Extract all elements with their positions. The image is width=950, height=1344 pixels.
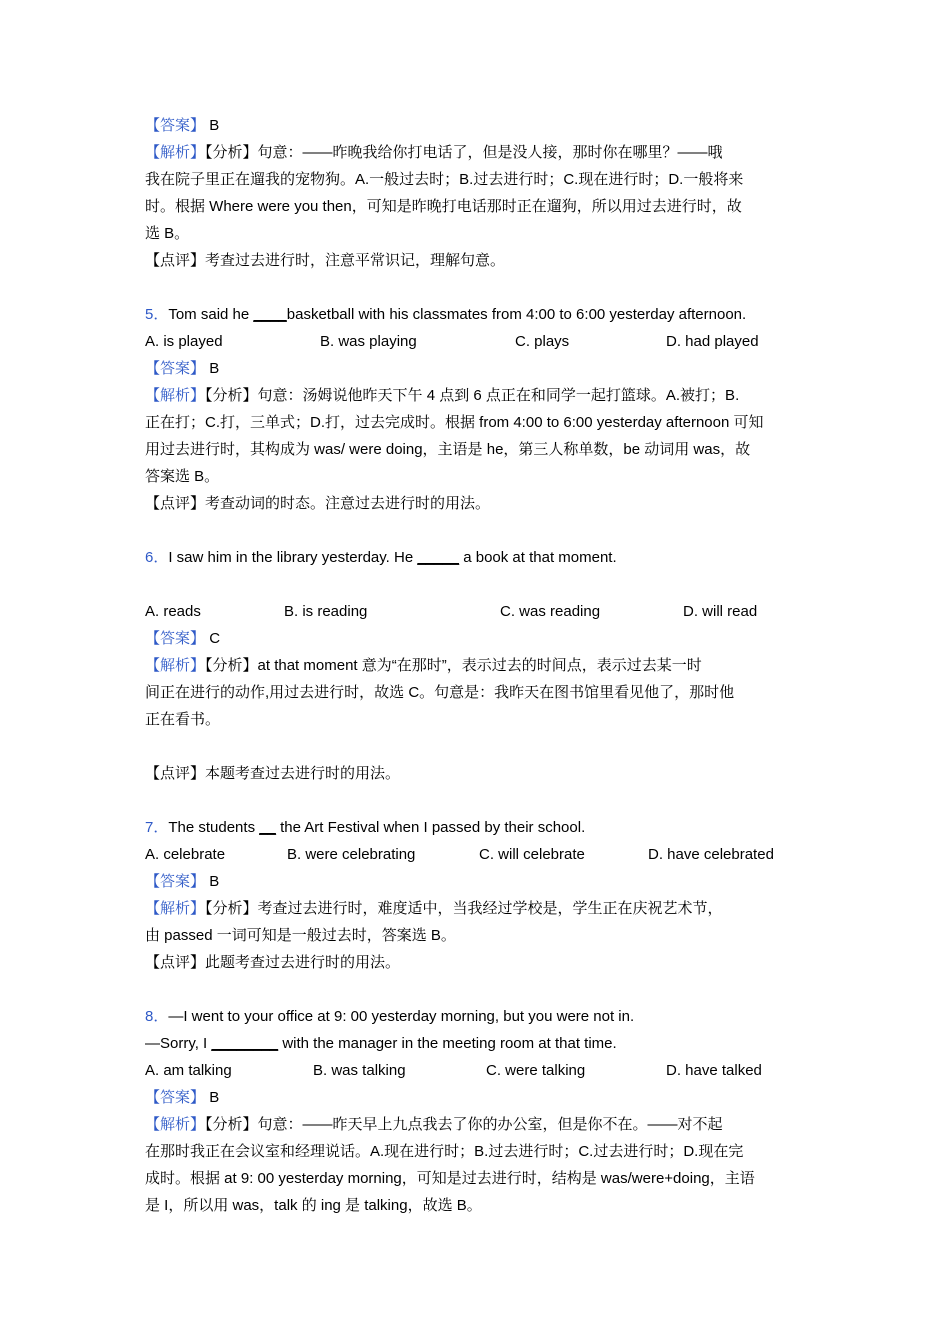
analysis-block	[145, 139, 810, 247]
stem-text: Tom said he	[168, 306, 254, 323]
analysis-label: 【解析】	[145, 657, 206, 674]
option-b: B. was playing	[320, 333, 417, 350]
question-7-options	[145, 841, 810, 868]
option-c: C. plays	[515, 333, 570, 350]
answer-value: B	[209, 360, 220, 377]
option-c: C. will celebrate	[479, 846, 585, 863]
answer-label: 【答案】	[145, 630, 206, 647]
stem-blank: _____	[417, 549, 460, 566]
analysis-text: at that moment 意为“在那时”，表示过去的时间点，表示过去某一时	[257, 657, 702, 674]
stem-text: with the manager in the meeting room at that time.	[278, 1035, 617, 1052]
analysis-line	[145, 652, 810, 679]
answer-label: 【答案】	[145, 117, 206, 134]
analysis-line: 我在院子里正在遛我的宠物狗。A.一般过去时；B.过去进行时；C.现在进行时；D.一般将来	[145, 171, 744, 188]
fenxi-label: 【分析】	[205, 657, 258, 674]
answer-value: B	[209, 1089, 220, 1106]
analysis-label: 【解析】	[145, 1116, 206, 1133]
analysis-line: 用过去进行时，其构成为 was/ were doing，主语是 he，第三人称单数，be 动词用 was，故	[145, 441, 751, 458]
analysis-line: 时。根据 Where were you then，可知是昨晚打电话那时正在遛狗，所以用过去进行时，故	[145, 198, 742, 215]
comment-text: 此题考查过去进行时的用法。	[205, 954, 401, 971]
option-b: B. were celebrating	[287, 846, 416, 863]
stem-blank: ____	[253, 306, 287, 323]
analysis-line: 在那时我正在会议室和经理说话。A.现在进行时；B.过去进行时；C.过去进行时；D.现在完	[145, 1143, 744, 1160]
analysis-line	[145, 139, 810, 166]
analysis-line: 正在打；C.打，三单式；D.打，过去完成时。根据 from 4:00 to 6:00 yesterday afternoon 可知	[145, 414, 764, 431]
option-a: A. is played	[145, 333, 223, 350]
question-number: 6．	[145, 549, 169, 566]
answer-label: 【答案】	[145, 873, 206, 890]
answer-line	[145, 1084, 810, 1111]
fenxi-label: 【分析】	[205, 1116, 258, 1133]
answer-line	[145, 868, 810, 895]
analysis-text: 句意：——昨天早上九点我去了你的办公室，但是你不在。——对不起	[257, 1116, 723, 1133]
fenxi-label: 【分析】	[205, 387, 258, 404]
answer-value: C	[209, 630, 221, 647]
analysis-line: 由 passed 一词可知是一般过去时，答案选 B。	[145, 927, 456, 944]
answer-line	[145, 625, 810, 652]
comment-text: 考查过去进行时，注意平常识记，理解句意。	[205, 252, 506, 269]
option-d: D. will read	[683, 603, 758, 620]
stem-text: a book at that moment.	[459, 549, 617, 566]
analysis-line: 答案选 B。	[145, 468, 220, 485]
analysis-label: 【解析】	[145, 900, 206, 917]
analysis-text: 句意：汤姆说他昨天下午 4 点到 6 点正在和同学一起打篮球。A.被打；B.	[257, 387, 740, 404]
stem-text: —I went to your office at 9: 00 yesterday morning, but you were not in.	[168, 1008, 635, 1025]
analysis-block	[145, 1111, 810, 1219]
analysis-line	[145, 382, 810, 409]
option-a: A. celebrate	[145, 846, 226, 863]
option-b: B. was talking	[313, 1062, 406, 1079]
stem-blank: __	[259, 819, 276, 836]
option-a: A. reads	[145, 603, 201, 620]
fenxi-label: 【分析】	[205, 144, 258, 161]
analysis-label: 【解析】	[145, 387, 206, 404]
question-8-options	[145, 1057, 810, 1084]
answer-label: 【答案】	[145, 1089, 206, 1106]
question-6-options	[145, 598, 810, 625]
analysis-line: 正在看书。	[145, 711, 221, 728]
analysis-line	[145, 1111, 810, 1138]
stem-text: the Art Festival when I passed by their school.	[275, 819, 586, 836]
fenxi-label: 【分析】	[205, 900, 258, 917]
analysis-text: 考查过去进行时，难度适中，当我经过学校是，学生正在庆祝艺术节，	[257, 900, 723, 917]
stem-text: I saw him in the library yesterday. He	[168, 549, 418, 566]
analysis-line: 成时。根据 at 9: 00 yesterday morning，可知是过去进行时，结构是 was/were+doing，主语	[145, 1170, 755, 1187]
comment-line	[145, 760, 810, 787]
analysis-block	[145, 652, 810, 733]
analysis-line: 间正在进行的动作,用过去进行时，故选 C。句意是：我昨天在图书馆里看见他了，那时他	[145, 684, 735, 701]
answer-value: B	[209, 873, 220, 890]
document-content	[145, 112, 810, 1219]
answer-value: B	[209, 117, 220, 134]
question-7-stem	[145, 814, 810, 841]
question-6-stem	[145, 544, 810, 571]
question-number: 7．	[145, 819, 169, 836]
option-d: D. have celebrated	[648, 846, 774, 863]
comment-text: 考查动词的时态。注意过去进行时的用法。	[205, 495, 491, 512]
comment-line	[145, 247, 810, 274]
analysis-label: 【解析】	[145, 144, 206, 161]
answer-label: 【答案】	[145, 360, 206, 377]
option-a: A. am talking	[145, 1062, 232, 1079]
comment-line	[145, 490, 810, 517]
comment-label: 【点评】	[145, 495, 206, 512]
question-5-options	[145, 328, 810, 355]
answer-line	[145, 112, 810, 139]
question-8-stem	[145, 1003, 810, 1030]
analysis-line: 选 B。	[145, 225, 190, 242]
analysis-line: 是 I，所以用 was，talk 的 ing 是 talking，故选 B。	[145, 1197, 482, 1214]
stem-text: The students	[168, 819, 260, 836]
comment-text: 本题考查过去进行时的用法。	[205, 765, 401, 782]
stem-text: —Sorry, I	[145, 1035, 212, 1052]
option-b: B. is reading	[284, 603, 368, 620]
stem-blank: ________	[211, 1035, 279, 1052]
comment-label: 【点评】	[145, 954, 206, 971]
option-d: D. have talked	[666, 1062, 762, 1079]
option-c: C. were talking	[486, 1062, 586, 1079]
analysis-text: 句意：——昨晚我给你打电话了，但是没人接，那时你在哪里？——哦	[257, 144, 723, 161]
analysis-line	[145, 895, 810, 922]
question-8-stem-line2	[145, 1030, 810, 1057]
comment-line	[145, 949, 810, 976]
question-number: 8．	[145, 1008, 169, 1025]
question-5-stem	[145, 301, 810, 328]
analysis-block	[145, 895, 810, 949]
comment-label: 【点评】	[145, 252, 206, 269]
answer-line	[145, 355, 810, 382]
question-number: 5．	[145, 306, 169, 323]
stem-text: basketball with his classmates from 4:00 to 6:00 yesterday afternoon.	[286, 306, 747, 323]
comment-label: 【点评】	[145, 765, 206, 782]
analysis-block	[145, 382, 810, 490]
option-d: D. had played	[666, 333, 759, 350]
option-c: C. was reading	[500, 603, 601, 620]
